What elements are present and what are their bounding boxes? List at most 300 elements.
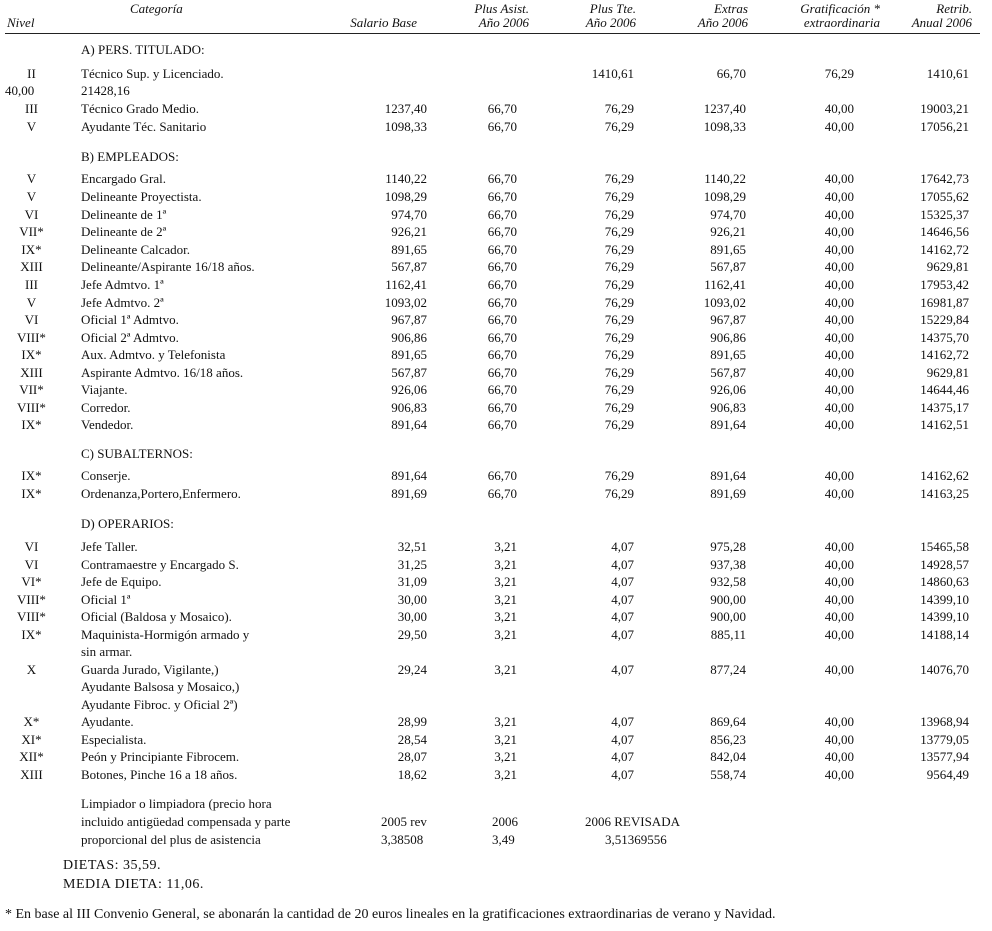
cell-categoria: Encargado Gral. bbox=[81, 171, 166, 186]
cell-retribucion: 17642,73 bbox=[920, 171, 969, 186]
table-row bbox=[0, 294, 992, 312]
cell-categoria: sin armar. bbox=[81, 644, 133, 659]
cell-salario-base: 906,83 bbox=[391, 400, 427, 415]
cell-extras: 900,00 bbox=[710, 609, 746, 624]
cell-salario-base: 891,64 bbox=[391, 417, 427, 432]
limpiador-value-2006: 3,49 bbox=[492, 832, 515, 847]
limpiador-line-2: incluido antigüedad compensada y parte bbox=[81, 814, 291, 829]
cell-salario-base: 31,09 bbox=[397, 574, 427, 589]
cell-gratificacion: 40,00 bbox=[824, 189, 854, 204]
table-row bbox=[0, 381, 992, 399]
cell-nivel: VII* bbox=[19, 382, 44, 397]
cell-gratificacion: 76,29 bbox=[824, 66, 854, 81]
cell-categoria: Ayudante Balsosa y Mosaico,) bbox=[81, 679, 240, 694]
cell-plus-transporte: 76,29 bbox=[604, 312, 634, 327]
cell-categoria: Oficial 1ª bbox=[81, 592, 131, 607]
cell-nivel: V bbox=[26, 189, 37, 204]
cell-extras: 877,24 bbox=[710, 662, 746, 677]
cell-nivel: X* bbox=[23, 714, 40, 729]
cell-salario-base: 891,69 bbox=[391, 486, 427, 501]
cell-plus-transporte: 76,29 bbox=[604, 207, 634, 222]
cell-retribucion: 1410,61 bbox=[926, 66, 969, 81]
cell-extras: 967,87 bbox=[710, 312, 746, 327]
cell-retribucion: 14646,56 bbox=[920, 224, 969, 239]
header-plus-transporte bbox=[586, 2, 636, 30]
cell-nivel: IX* bbox=[21, 347, 42, 362]
table-row bbox=[0, 329, 992, 347]
cell-retribucion: 14860,63 bbox=[920, 574, 969, 589]
cell-categoria: Jefe de Equipo. bbox=[81, 574, 162, 589]
cell-categoria: Contramaestre y Encargado S. bbox=[81, 557, 239, 572]
table-row bbox=[0, 731, 992, 749]
cell-gratificacion: 40,00 bbox=[824, 400, 854, 415]
table-row bbox=[0, 100, 992, 118]
cell-retribucion: 17953,42 bbox=[920, 277, 969, 292]
cell-salario-base: 1098,29 bbox=[384, 189, 427, 204]
cell-plus-transporte: 76,29 bbox=[604, 101, 634, 116]
header-plus-transporte-line2: Año 2006 bbox=[585, 15, 636, 30]
cell-plus-asistencia: 3,21 bbox=[494, 749, 517, 764]
cell-extras: 906,83 bbox=[710, 400, 746, 415]
header-gratificacion-line1: Gratificación * bbox=[800, 1, 880, 16]
cell-salario-base: 567,87 bbox=[391, 365, 427, 380]
cell-plus-asistencia: 66,70 bbox=[487, 101, 517, 116]
table-row bbox=[0, 188, 992, 206]
cell-gratificacion: 40,00 bbox=[824, 365, 854, 380]
table-row bbox=[0, 118, 992, 136]
cell-gratificacion: 40,00 bbox=[824, 207, 854, 222]
cell-extras: 891,65 bbox=[710, 242, 746, 257]
cell-retribucion: 15465,58 bbox=[920, 539, 969, 554]
cell-gratificacion: 40,00 bbox=[824, 312, 854, 327]
cell-retribucion: 14399,10 bbox=[920, 592, 969, 607]
table-row bbox=[0, 713, 992, 731]
cell-salario-base: 29,50 bbox=[397, 627, 427, 642]
cell-plus-asistencia: 66,70 bbox=[487, 119, 517, 134]
table-row bbox=[0, 258, 992, 276]
cell-salario-base: 1098,33 bbox=[384, 119, 427, 134]
cell-gratificacion: 40,00 bbox=[824, 330, 854, 345]
cell-plus-transporte: 76,29 bbox=[604, 417, 634, 432]
table-row bbox=[0, 206, 992, 224]
cell-salario-base: 974,70 bbox=[391, 207, 427, 222]
cell-retribucion: 14076,70 bbox=[920, 662, 969, 677]
table-row bbox=[0, 626, 992, 644]
cell-retribucion: 14928,57 bbox=[920, 557, 969, 572]
table-row bbox=[0, 346, 992, 364]
cell-extras: 1162,41 bbox=[704, 277, 746, 292]
cell-extras: 975,28 bbox=[710, 539, 746, 554]
cell-salario-base: 1093,02 bbox=[384, 295, 427, 310]
cell-gratificacion: 40,00 bbox=[824, 486, 854, 501]
cell-categoria: Delineante de 1ª bbox=[81, 207, 167, 222]
wrapped-retribucion: 21428,16 bbox=[81, 83, 130, 98]
table-row bbox=[0, 311, 992, 329]
cell-plus-asistencia: 66,70 bbox=[487, 330, 517, 345]
cell-categoria: Aux. Admtvo. y Telefonista bbox=[81, 347, 226, 362]
cell-retribucion: 14399,10 bbox=[920, 609, 969, 624]
cell-plus-asistencia: 3,21 bbox=[494, 714, 517, 729]
cell-extras: 906,86 bbox=[710, 330, 746, 345]
cell-plus-asistencia: 66,70 bbox=[487, 400, 517, 415]
cell-plus-asistencia: 3,21 bbox=[494, 662, 517, 677]
cell-gratificacion: 40,00 bbox=[824, 574, 854, 589]
cell-plus-transporte: 76,29 bbox=[604, 242, 634, 257]
header-plus-asistencia-line1: Plus Asist. bbox=[474, 1, 529, 16]
cell-plus-asistencia: 66,70 bbox=[487, 468, 517, 483]
cell-retribucion: 15325,37 bbox=[920, 207, 969, 222]
cell-plus-asistencia: 3,21 bbox=[494, 627, 517, 642]
table-row bbox=[0, 467, 992, 485]
cell-plus-asistencia: 3,21 bbox=[494, 557, 517, 572]
media-dieta: MEDIA DIETA: 11,06. bbox=[63, 877, 204, 892]
cell-plus-asistencia: 66,70 bbox=[487, 189, 517, 204]
dietas: DIETAS: 35,59. bbox=[63, 858, 162, 873]
cell-gratificacion: 40,00 bbox=[824, 417, 854, 432]
cell-salario-base: 926,21 bbox=[391, 224, 427, 239]
table-row bbox=[0, 678, 992, 696]
cell-plus-transporte: 4,07 bbox=[611, 539, 634, 554]
cell-nivel: V bbox=[26, 171, 37, 186]
cell-retribucion: 9564,49 bbox=[926, 767, 969, 782]
cell-plus-asistencia: 3,21 bbox=[494, 574, 517, 589]
cell-plus-asistencia: 3,21 bbox=[494, 767, 517, 782]
cell-gratificacion: 40,00 bbox=[824, 277, 854, 292]
limpiador-header-2006: 2006 bbox=[492, 814, 518, 829]
table-row bbox=[0, 696, 992, 714]
header-retribucion-line2: Anual 2006 bbox=[911, 15, 972, 30]
table-row bbox=[0, 538, 992, 556]
cell-plus-transporte: 76,29 bbox=[604, 400, 634, 415]
cell-nivel: V bbox=[26, 119, 37, 134]
cell-retribucion: 15229,84 bbox=[920, 312, 969, 327]
cell-categoria: Guarda Jurado, Vigilante,) bbox=[81, 662, 219, 677]
cell-plus-asistencia: 66,70 bbox=[487, 259, 517, 274]
cell-salario-base: 967,87 bbox=[391, 312, 427, 327]
cell-nivel: II bbox=[27, 66, 36, 81]
table-row bbox=[0, 573, 992, 591]
cell-plus-transporte: 4,07 bbox=[611, 592, 634, 607]
cell-retribucion: 13968,94 bbox=[920, 714, 969, 729]
cell-categoria: Técnico Sup. y Licenciado. bbox=[81, 66, 224, 81]
cell-plus-asistencia: 66,70 bbox=[487, 347, 517, 362]
cell-gratificacion: 40,00 bbox=[824, 592, 854, 607]
section-subalternos: C) SUBALTERNOS: bbox=[81, 446, 193, 461]
cell-categoria: Botones, Pinche 16 a 18 años. bbox=[81, 767, 238, 782]
cell-retribucion: 19003,21 bbox=[920, 101, 969, 116]
table-row bbox=[0, 485, 992, 503]
cell-salario-base: 28,07 bbox=[397, 749, 427, 764]
cell-nivel: IX* bbox=[21, 242, 42, 257]
cell-gratificacion: 40,00 bbox=[824, 732, 854, 747]
cell-extras: 926,21 bbox=[710, 224, 746, 239]
cell-extras: 926,06 bbox=[710, 382, 746, 397]
cell-categoria: Delineante Proyectista. bbox=[81, 189, 202, 204]
cell-salario-base: 926,06 bbox=[391, 382, 427, 397]
header-retribucion-line1: Retrib. bbox=[936, 1, 972, 16]
cell-gratificacion: 40,00 bbox=[824, 259, 854, 274]
cell-nivel: VIII* bbox=[17, 609, 46, 624]
cell-nivel: XIII bbox=[20, 767, 43, 782]
cell-plus-transporte: 76,29 bbox=[604, 171, 634, 186]
cell-gratificacion: 40,00 bbox=[824, 295, 854, 310]
cell-plus-asistencia: 66,70 bbox=[487, 207, 517, 222]
cell-plus-transporte: 76,29 bbox=[604, 277, 634, 292]
cell-salario-base: 891,64 bbox=[391, 468, 427, 483]
cell-extras: 567,87 bbox=[710, 365, 746, 380]
cell-plus-asistencia: 66,70 bbox=[487, 382, 517, 397]
cell-categoria: Especialista. bbox=[81, 732, 147, 747]
cell-retribucion: 14644,46 bbox=[920, 382, 969, 397]
cell-salario-base: 906,86 bbox=[391, 330, 427, 345]
cell-extras: 891,69 bbox=[710, 486, 746, 501]
cell-extras: 891,64 bbox=[710, 417, 746, 432]
cell-extras: 558,74 bbox=[710, 767, 746, 782]
cell-extras: 1140,22 bbox=[704, 171, 746, 186]
cell-nivel: XIII bbox=[20, 365, 43, 380]
cell-extras: 1237,40 bbox=[703, 101, 746, 116]
cell-categoria: Conserje. bbox=[81, 468, 131, 483]
cell-nivel: XII* bbox=[19, 749, 44, 764]
header-categoria: Categoría bbox=[130, 1, 183, 16]
cell-plus-transporte: 76,29 bbox=[604, 486, 634, 501]
cell-plus-asistencia: 66,70 bbox=[487, 312, 517, 327]
cell-retribucion: 9629,81 bbox=[926, 259, 969, 274]
cell-plus-transporte: 76,29 bbox=[604, 347, 634, 362]
cell-salario-base: 18,62 bbox=[397, 767, 427, 782]
cell-plus-transporte: 76,29 bbox=[604, 330, 634, 345]
cell-plus-asistencia: 66,70 bbox=[487, 486, 517, 501]
section-operarios: D) OPERARIOS: bbox=[81, 516, 174, 531]
cell-retribucion: 13779,05 bbox=[920, 732, 969, 747]
table-row bbox=[0, 65, 992, 83]
table-row bbox=[0, 241, 992, 259]
cell-categoria: Corredor. bbox=[81, 400, 131, 415]
cell-nivel: VI bbox=[24, 312, 39, 327]
cell-gratificacion: 40,00 bbox=[824, 627, 854, 642]
cell-plus-asistencia: 3,21 bbox=[494, 609, 517, 624]
cell-categoria: Ayudante Fibroc. y Oficial 2ª) bbox=[81, 697, 238, 712]
header-retribucion bbox=[912, 2, 972, 30]
cell-nivel: XI* bbox=[21, 732, 42, 747]
cell-gratificacion: 40,00 bbox=[824, 171, 854, 186]
cell-gratificacion: 40,00 bbox=[824, 347, 854, 362]
header-plus-asistencia-line2: Año 2006 bbox=[478, 15, 529, 30]
cell-plus-transporte: 76,29 bbox=[604, 295, 634, 310]
cell-plus-transporte: 4,07 bbox=[611, 557, 634, 572]
cell-nivel: VI bbox=[24, 557, 39, 572]
cell-salario-base: 891,65 bbox=[391, 347, 427, 362]
cell-nivel: VII* bbox=[19, 224, 44, 239]
cell-plus-asistencia: 66,70 bbox=[487, 365, 517, 380]
cell-plus-transporte: 76,29 bbox=[604, 189, 634, 204]
cell-plus-asistencia: 66,70 bbox=[487, 295, 517, 310]
cell-retribucion: 14375,70 bbox=[920, 330, 969, 345]
cell-extras: 885,11 bbox=[710, 627, 746, 642]
table-row bbox=[0, 661, 992, 679]
cell-salario-base: 1237,40 bbox=[384, 101, 427, 116]
cell-salario-base: 28,54 bbox=[397, 732, 427, 747]
cell-gratificacion: 40,00 bbox=[824, 224, 854, 239]
cell-categoria: Técnico Grado Medio. bbox=[81, 101, 200, 116]
cell-categoria: Viajante. bbox=[81, 382, 128, 397]
section-empleados: B) EMPLEADOS: bbox=[81, 149, 179, 164]
cell-gratificacion: 40,00 bbox=[824, 539, 854, 554]
cell-categoria: Oficial 1ª Admtvo. bbox=[81, 312, 179, 327]
table-row bbox=[0, 364, 992, 382]
cell-gratificacion: 40,00 bbox=[824, 662, 854, 677]
cell-salario-base: 567,87 bbox=[391, 259, 427, 274]
cell-categoria: Oficial 2ª Admtvo. bbox=[81, 330, 179, 345]
cell-gratificacion: 40,00 bbox=[824, 749, 854, 764]
limpiador-line-3: proporcional del plus de asistencia bbox=[81, 832, 261, 847]
footnote: * En base al III Convenio General, se abonarán la cantidad de 20 euros lineales en la gratificaciones extraordinarias de verano y Navidad. bbox=[5, 907, 776, 922]
cell-plus-transporte: 4,07 bbox=[611, 609, 634, 624]
table-row bbox=[0, 643, 992, 661]
cell-plus-transporte: 76,29 bbox=[604, 382, 634, 397]
table-row bbox=[0, 608, 992, 626]
cell-nivel: IX* bbox=[21, 417, 42, 432]
cell-categoria: Delineante Calcador. bbox=[81, 242, 191, 257]
cell-extras: 891,65 bbox=[710, 347, 746, 362]
cell-plus-asistencia: 3,21 bbox=[494, 732, 517, 747]
cell-gratificacion: 40,00 bbox=[824, 101, 854, 116]
cell-nivel: IX* bbox=[21, 468, 42, 483]
cell-categoria: Delineante/Aspirante 16/18 años. bbox=[81, 259, 255, 274]
cell-categoria: Ordenanza,Portero,Enfermero. bbox=[81, 486, 241, 501]
cell-gratificacion: 40,00 bbox=[824, 609, 854, 624]
cell-categoria: Ayudante Téc. Sanitario bbox=[81, 119, 207, 134]
cell-plus-asistencia: 66,70 bbox=[487, 417, 517, 432]
section-titulado: A) PERS. TITULADO: bbox=[81, 42, 205, 57]
cell-categoria: Jefe Taller. bbox=[81, 539, 138, 554]
limpiador-value-2006-revisada: 3,51369556 bbox=[605, 832, 667, 847]
cell-retribucion: 13577,94 bbox=[920, 749, 969, 764]
table-row bbox=[0, 766, 992, 784]
cell-plus-transporte: 4,07 bbox=[611, 714, 634, 729]
cell-categoria: Oficial (Baldosa y Mosaico). bbox=[81, 609, 232, 624]
cell-categoria: Jefe Admtvo. 1ª bbox=[81, 277, 164, 292]
limpiador-line-1: Limpiador o limpiadora (precio hora bbox=[81, 796, 272, 811]
cell-extras: 1098,33 bbox=[703, 119, 746, 134]
cell-plus-transporte: 4,07 bbox=[611, 662, 634, 677]
cell-extras: 900,00 bbox=[710, 592, 746, 607]
cell-nivel: III bbox=[25, 101, 38, 116]
table-row bbox=[0, 276, 992, 294]
cell-plus-transporte: 4,07 bbox=[611, 574, 634, 589]
cell-extras: 1093,02 bbox=[703, 295, 746, 310]
cell-categoria: Jefe Admtvo. 2ª bbox=[81, 295, 164, 310]
cell-extras: 842,04 bbox=[710, 749, 746, 764]
cell-plus-asistencia: 3,21 bbox=[494, 539, 517, 554]
cell-plus-asistencia: 66,70 bbox=[487, 171, 517, 186]
table-row bbox=[0, 748, 992, 766]
cell-nivel: IX* bbox=[21, 486, 42, 501]
cell-retribucion: 14375,17 bbox=[920, 400, 969, 415]
cell-extras: 567,87 bbox=[710, 259, 746, 274]
cell-gratificacion: 40,00 bbox=[824, 714, 854, 729]
table-row bbox=[0, 399, 992, 417]
cell-extras: 869,64 bbox=[710, 714, 746, 729]
cell-plus-asistencia: 66,70 bbox=[487, 277, 517, 292]
header-extras bbox=[698, 2, 748, 30]
cell-retribucion: 17055,62 bbox=[920, 189, 969, 204]
cell-retribucion: 14162,72 bbox=[920, 347, 969, 362]
cell-categoria: Peón y Principiante Fibrocem. bbox=[81, 749, 240, 764]
cell-retribucion: 14163,25 bbox=[920, 486, 969, 501]
cell-plus-transporte: 76,29 bbox=[604, 259, 634, 274]
cell-extras: 932,58 bbox=[710, 574, 746, 589]
cell-plus-transporte: 4,07 bbox=[611, 767, 634, 782]
cell-salario-base: 30,00 bbox=[397, 609, 427, 624]
cell-plus-asistencia: 66,70 bbox=[487, 242, 517, 257]
cell-plus-transporte: 4,07 bbox=[611, 749, 634, 764]
cell-nivel: X bbox=[26, 662, 37, 677]
table-row bbox=[0, 556, 992, 574]
header-plus-asistencia bbox=[474, 2, 529, 30]
cell-nivel: VI* bbox=[21, 574, 42, 589]
cell-nivel: VI bbox=[24, 207, 39, 222]
cell-gratificacion: 40,00 bbox=[824, 242, 854, 257]
cell-retribucion: 14162,72 bbox=[920, 242, 969, 257]
cell-nivel: VIII* bbox=[17, 400, 46, 415]
limpiador-value-2005: 3,38508 bbox=[381, 832, 424, 847]
cell-salario-base: 32,51 bbox=[397, 539, 427, 554]
cell-salario-base: 1140,22 bbox=[385, 171, 427, 186]
cell-extras: 856,23 bbox=[710, 732, 746, 747]
cell-plus-transporte: 4,07 bbox=[611, 732, 634, 747]
cell-gratificacion: 40,00 bbox=[824, 119, 854, 134]
cell-salario-base: 31,25 bbox=[397, 557, 427, 572]
cell-nivel: IX* bbox=[21, 627, 42, 642]
cell-gratificacion: 40,00 bbox=[824, 382, 854, 397]
table-row bbox=[0, 223, 992, 241]
cell-plus-transporte: 1410,61 bbox=[591, 66, 634, 81]
table-row bbox=[0, 416, 992, 434]
cell-retribucion: 14162,62 bbox=[920, 468, 969, 483]
cell-plus-transporte: 76,29 bbox=[604, 119, 634, 134]
header-extras-line1: Extras bbox=[714, 1, 748, 16]
cell-extras: 974,70 bbox=[710, 207, 746, 222]
cell-salario-base: 1162,41 bbox=[385, 277, 427, 292]
header-divider bbox=[5, 33, 980, 34]
cell-retribucion: 14162,51 bbox=[920, 417, 969, 432]
cell-retribucion: 16981,87 bbox=[920, 295, 969, 310]
cell-nivel: VIII* bbox=[17, 592, 46, 607]
cell-plus-asistencia: 3,21 bbox=[494, 592, 517, 607]
header-salario-base: Salario Base bbox=[350, 15, 417, 30]
cell-salario-base: 28,99 bbox=[397, 714, 427, 729]
cell-retribucion: 14188,14 bbox=[920, 627, 969, 642]
cell-gratificacion: 40,00 bbox=[824, 767, 854, 782]
table-row bbox=[0, 170, 992, 188]
cell-nivel: VIII* bbox=[17, 330, 46, 345]
cell-retribucion: 17056,21 bbox=[920, 119, 969, 134]
cell-plus-asistencia: 66,70 bbox=[487, 224, 517, 239]
cell-gratificacion: 40,00 bbox=[824, 557, 854, 572]
cell-categoria: Aspirante Admtvo. 16/18 años. bbox=[81, 365, 244, 380]
cell-extras: 1098,29 bbox=[703, 189, 746, 204]
header-gratificacion-line2: extraordinaria bbox=[803, 15, 880, 30]
cell-nivel: V bbox=[26, 295, 37, 310]
cell-categoria: Maquinista-Hormigón armado y bbox=[81, 627, 250, 642]
cell-retribucion: 9629,81 bbox=[926, 365, 969, 380]
cell-extras: 937,38 bbox=[710, 557, 746, 572]
cell-salario-base: 30,00 bbox=[397, 592, 427, 607]
cell-plus-transporte: 76,29 bbox=[604, 468, 634, 483]
cell-plus-transporte: 76,29 bbox=[604, 365, 634, 380]
header-extras-line2: Año 2006 bbox=[697, 15, 748, 30]
